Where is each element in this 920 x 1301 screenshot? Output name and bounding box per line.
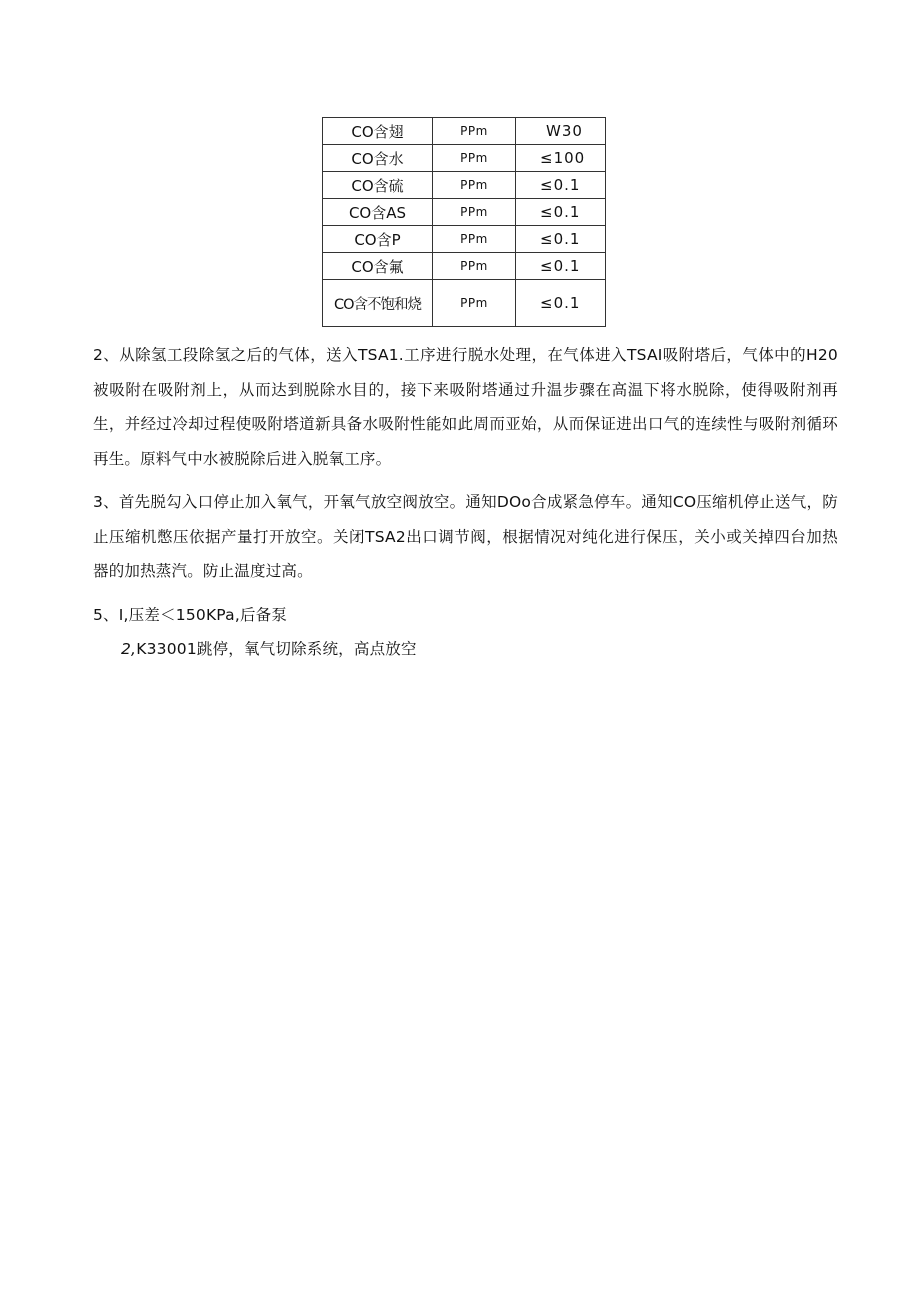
unit-cell: PPm [433,199,516,226]
value-cell: ≤0.1 [516,199,606,226]
table-row [323,145,606,172]
value-cell: ≤100 [516,145,606,172]
unit-cell: PPm [433,118,516,145]
table-row [323,199,606,226]
item-cell: CO含不饱和烧 [323,280,433,327]
unit-cell: PPm [433,226,516,253]
unit-cell: PPm [433,172,516,199]
table-row [323,280,606,327]
value-cell: ≤0.1 [516,172,606,199]
table-row [323,118,606,145]
unit-cell: PPm [433,145,516,172]
item-cell: CO含AS [323,199,433,226]
value-cell: ≤0.1 [516,280,606,327]
paragraph-item-5: 5、I,压差＜150KPa,后备泵 [93,606,288,624]
item-cell: CO含P [323,226,433,253]
sub-item-number: 2, [121,640,137,658]
sub-item-text: K33001跳停，氧气切除系统，高点放空 [136,640,417,658]
item-cell: CO含硫 [323,172,433,199]
paragraph-item-5-sub [121,632,417,667]
table-row [323,226,606,253]
value-cell: W30 [516,118,606,145]
table-row [323,253,606,280]
value-cell: ≤0.1 [516,253,606,280]
paragraph-emergency-stop: 3、首先脱勾入口停止加入氧气，开氧气放空阀放空。通知DOo合成紧急停车。通知CO压缩机停止送气，防止压缩机憋压依据产量打开放空。关闭TSA2出口调节阀，根据情况对纯化进行保压，关小或关掉四台加热器的加热蒸汽。防止温度过高。 [93,493,838,580]
item-cell: CO含翅 [323,118,433,145]
table-row [323,172,606,199]
unit-cell: PPm [433,253,516,280]
item-cell: CO含水 [323,145,433,172]
paragraph-dehydration: 2、从除氢工段除氢之后的气体，送入TSA1.工序进行脱水处理，在气体进入TSAI吸附塔后，气体中的H20被吸附在吸附剂上，从而达到脱除水目的，接下来吸附塔通过升温步骤在高温下将水脱除，使得吸附剂再生，并经过冷却过程使吸附塔道新具备水吸附性能如此周而亚始，从而保证进出口气的连续性与吸附剂循环再生。原料气中水被脱除后进入脱氧工序。 [93,346,838,468]
spec-table [322,117,606,327]
unit-cell: PPm [433,280,516,327]
item-cell: CO含氟 [323,253,433,280]
value-cell: ≤0.1 [516,226,606,253]
